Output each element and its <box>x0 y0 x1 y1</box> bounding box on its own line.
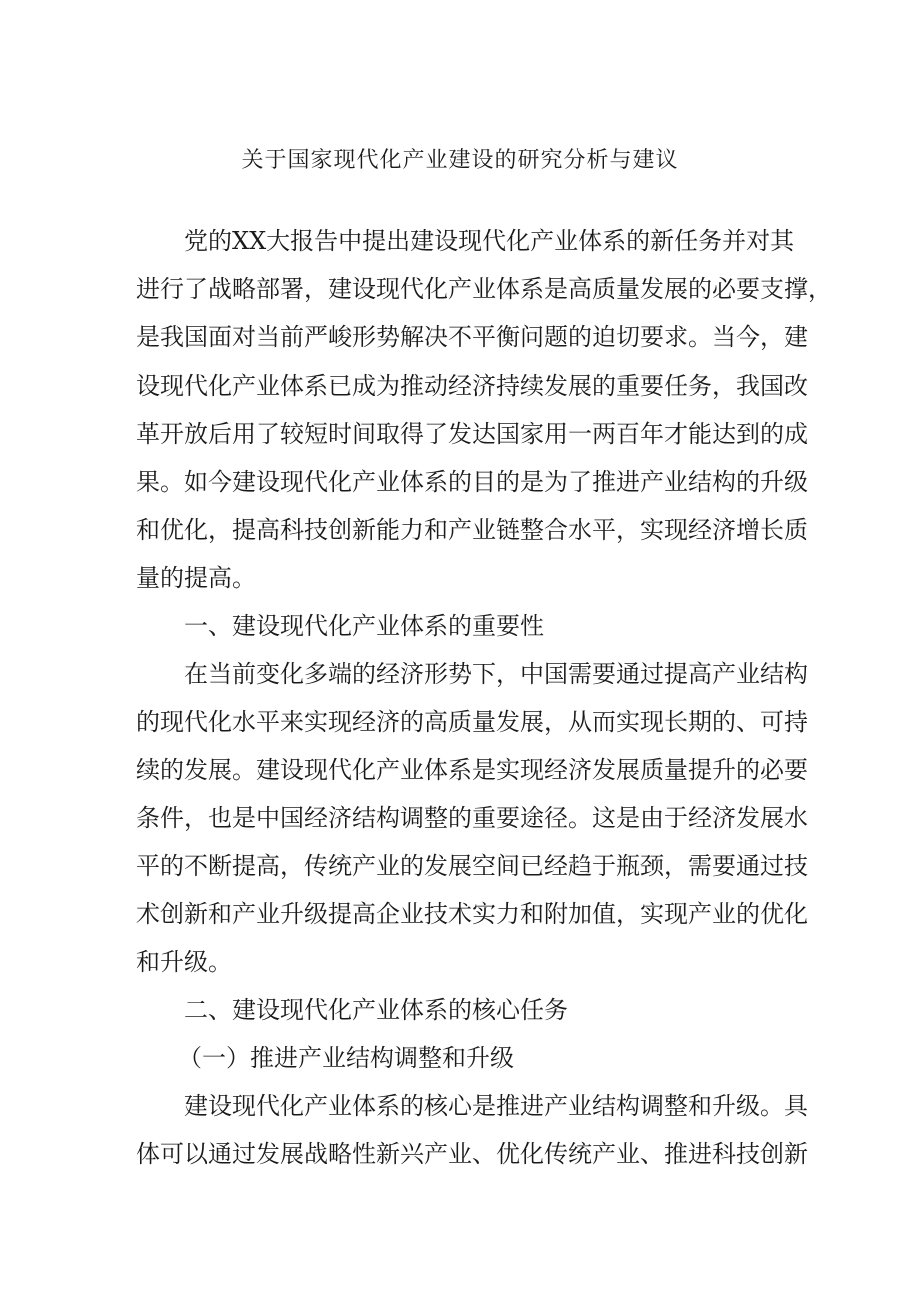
paragraph-line: 条件，也是中国经济结构调整的重要途径。这是由于经济发展水 <box>136 804 808 832</box>
paragraph-line: 和升级。 <box>136 948 232 976</box>
paragraph-line: 进行了战略部署，建设现代化产业体系是高质量发展的必要支撑， <box>136 275 832 303</box>
subsection-heading: （一）推进产业结构调整和升级 <box>178 1044 514 1072</box>
document-title: 关于国家现代化产业建设的研究分析与建议 <box>241 148 679 173</box>
paragraph-line: 设现代化产业体系已成为推动经济持续发展的重要任务，我国改 <box>136 372 808 400</box>
paragraph-line: 革开放后用了较短时间取得了发达国家用一两百年才能达到的成 <box>136 420 808 448</box>
paragraph-line: 续的发展。建设现代化产业体系是实现经济发展质量提升的必要 <box>136 756 808 784</box>
section-heading: 一、建设现代化产业体系的重要性 <box>184 612 544 640</box>
paragraph-line: 和优化，提高科技创新能力和产业链整合水平，实现经济增长质 <box>136 516 808 544</box>
paragraph-line: 术创新和产业升级提高企业技术实力和附加值，实现产业的优化 <box>136 900 808 928</box>
paragraph-line: 在当前变化多端的经济形势下，中国需要通过提高产业结构 <box>184 660 808 688</box>
paragraph-line: 建设现代化产业体系的核心是推进产业结构调整和升级。具 <box>184 1092 808 1120</box>
paragraph-line: 的现代化水平来实现经济的高质量发展，从而实现长期的、可持 <box>136 708 808 736</box>
paragraph-line: 是我国面对当前严峻形势解决不平衡问题的迫切要求。当今，建 <box>136 323 808 351</box>
paragraph-line: 体可以通过发展战略性新兴产业、优化传统产业、推进科技创新 <box>136 1140 808 1168</box>
paragraph-line: 平的不断提高，传统产业的发展空间已经趋于瓶颈，需要通过技 <box>136 852 808 880</box>
paragraph-line: 果。如今建设现代化产业体系的目的是为了推进产业结构的升级 <box>136 468 808 496</box>
paragraph-line: 党的XX大报告中提出建设现代化产业体系的新任务并对其 <box>184 227 795 255</box>
section-heading: 二、建设现代化产业体系的核心任务 <box>184 996 568 1024</box>
paragraph-line: 量的提高。 <box>136 564 256 592</box>
